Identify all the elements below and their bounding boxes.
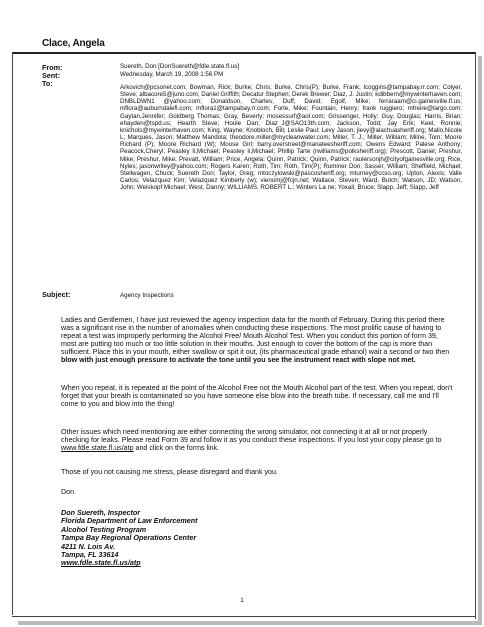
subject-label: Subject: — [42, 290, 71, 299]
signature-block — [61, 509, 198, 568]
body-paragraph-3-text: Other issues which need mentioning are either connecting the wrong simulator, not connecting it at all or not properly checking for leaks. Please read Form 39 and follow it as you conduct these inspections. If you lost your copy please go to — [61, 428, 442, 444]
signature-line-program: Alcohol Testing Program — [61, 524, 147, 534]
sent-label: Sent: — [42, 71, 60, 80]
page-border-bottom — [12, 616, 476, 617]
signature-line-center: Tampa Bay Regional Operations Center — [61, 533, 197, 543]
forms-link[interactable]: www.fdle.state.fl.us/atp — [61, 444, 134, 452]
signature-line-city: Tampa, FL 33614 — [61, 550, 119, 560]
to-recipients: Arkovich@pcsonet.com; Bowman, Rick; Burke, Chris; Burke, Chris(P); Burke, Frank; lcoggins@tampabay.rr.com; Colyer, Steve; albacore5@juno.com; Daniel Griffith; Decatur Stephen; Derek Brewer; Diaz, J. Justin; kdibbern@mywinterhaven.com; DNBLDWN1 @yahoo.com; Donaldson, Charles; Duff, David; Egolf, Mike; ferraraam@ci.gainesville.fl.us; mflora@auburndalefl.com; mflora1@tampabay.rr.com; Forte, Mike; Fountain, Henry; frank ruggiero; mfreire@largo.com; Gaytan,Jennifer; Goldberg Thomas; Gray, Beverly; mosessurf@aol.com; Grissenger, Holly; Guy, Douglas; Harris, Brian; ehayden@tspd.us; Hearth Steve; Houle Dan; Diaz_J@SAO13th.com; Jackson, Todd; Jay Erik; Keel, Ronnie; knichols@mywinterhaven.com; King, Wayne; Knobloch, Bill; Leslie Paul; Levy Jason; jlevy@alachuasheriff.org; Mallo,Nicole L; Marques, Jason; Matthew Mandola; theodore.miller@mycleanwater.com; Miller, T. J.; Miller, William; Milne, Tom; Moore Richard (P); Moore Richard (W); Moose Girl; barry.overstreet@manateesheriff.com; Owens Edward; Palese Anthony; Peacock,Cheryl; Peasley Ii,Michael; Peasley Ii,Michael; Phillip Tarte (rwilliams@polksheriff.org); Prescott, Daniel; Preshur, Mike; Preshur, Mike; Prevatt, William; Price, Angela; Quinn, Patrick; Quinn, Patrick; raulersonjh@cityofgainesville.org; Rice, Nyles; jasonwriley@yahoo.com; Rogers Karen; Roth, Tim; Roth, Tim(P); Ruminer Don; Sasser, William; Sheffield, Michael; Stellwagen, Chuck; Suereth Don; Taylor, Greg; mtoczylowski@pascosheriff.org; mturney@ccso.org; Upton, Alexis; Valle Carlos; Velazquez Kim; Velazquez Kimberly (w); vienomj@fcjn.net; Wallace, Steven; Ward, Butch; Watson, JD; Watson, John; Weiskopf Michael; West, Danny; WILLIAMS, ROBERT L.; Winters La ne; Yoxall, Bruce; Slapp, Jeff; Slapp, Jeff — [120, 84, 462, 192]
signature-url-link[interactable]: www.fdle.state.fl.us/atp — [61, 558, 141, 568]
page-border-left — [12, 52, 13, 615]
to-label: To: — [42, 79, 53, 88]
body-paragraph-1-text: Ladies and Gentlemen, I have just reviewed the agency inspection data for the month of February. During this period there was a significant rise in the number of anomalies when conducting these inspections. The most prolific cause of having to repeat a test was improperly performing the Alcohol Free/ Mouth Alcohol Test. When you conduct this portion of form 39, most are putting too much or too little solution in their mouths. Just enough to cover the bottom of the cap is more than sufficient. Place this in your mouth, either swallow or spit it out, (its pharmaceutical grade ethanol) wait a second or two then — [61, 316, 450, 356]
subject-value: Agency Inspections — [120, 292, 174, 299]
from-label: From: — [42, 63, 63, 72]
page-shadow-bottom — [18, 621, 482, 625]
signature-line-street: 4211 N. Lois Av. — [61, 541, 115, 551]
body-paragraph-2: When you repeat, it is repeated at the point of the Alcohol Free not the Mouth Alcohol part of the test. When you repeat, don't forget that your breath is contaminated so you have someone else blow into the breath tube. If necessary, call me and I'll come to you and blow into the thing! — [61, 384, 453, 408]
closing-name: Don — [61, 488, 75, 496]
body-paragraph-4: Those of you not causing me stress, please disregard and thank you. — [61, 468, 278, 476]
signature-line-agency: Florida Department of Law Enforcement — [61, 516, 198, 526]
page-number: 1 — [240, 598, 244, 604]
page-border-right — [475, 52, 476, 619]
signature-line-name: Don Suereth, Inspector — [61, 508, 141, 517]
from-value: Suereth, Don [DonSuereth@fdle.state.fl.us] — [120, 63, 240, 70]
body-paragraph-3 — [61, 428, 455, 452]
body-paragraph-1-emphasis: blow with just enough pressure to activate the tone until you see the instrument react with slope not met. — [61, 356, 416, 364]
body-paragraph-3-tail: and click on the forms link. — [133, 444, 220, 452]
header-rule — [12, 52, 476, 54]
mailbox-owner-name: Clace, Angela — [42, 38, 105, 49]
page-shadow-right — [478, 56, 482, 625]
body-paragraph-1 — [61, 316, 455, 364]
sent-value: Wednesday, March 19, 2008 1:56 PM — [120, 71, 224, 78]
